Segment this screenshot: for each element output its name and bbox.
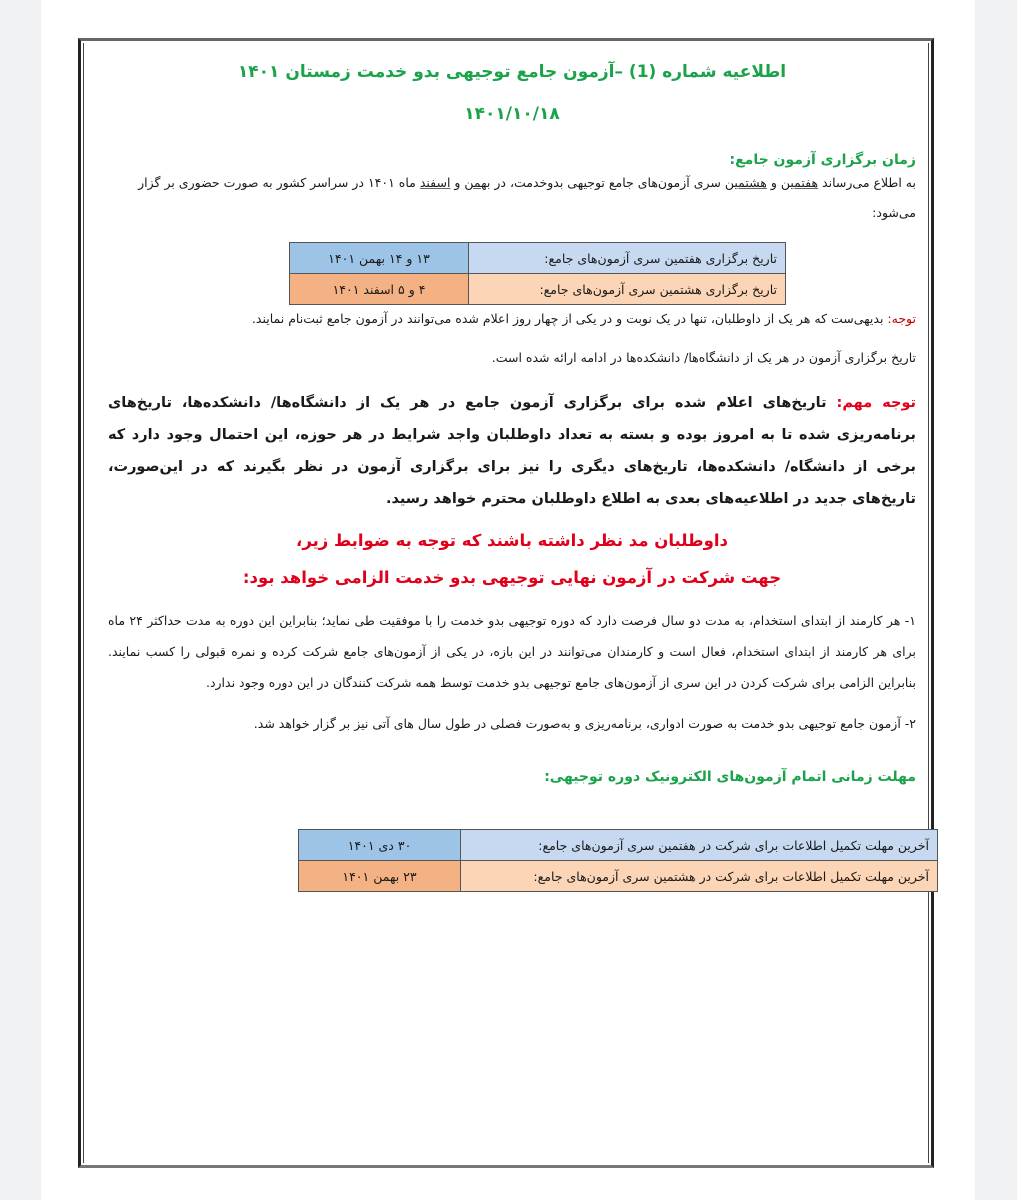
schedule-paragraph: تاریخ برگزاری آزمون در هر یک از دانشگاه‌ها/ دانشکده‌ها در ادامه ارائه شده است. (491, 350, 916, 365)
note-text: بدیهی‌ست که هر یک از داوطلبان، تنها در یک نوبت و در یکی از چهار روز اعلام شده می‌توانند در آزمون جامع ثبت‌نام نمایند. (251, 311, 888, 326)
underlined-esfand: اسفند (419, 175, 451, 190)
text-span: سری آزمون‌های جامع توجیهی بدوخدمت، در (490, 175, 725, 190)
exam-dates-table (289, 242, 786, 305)
conditions-heading-line2: جهت شرکت در آزمون نهایی توجیهی بدو خدمت الزامی خواهد بود: (242, 568, 782, 587)
rule-item-1: ۱- هر کارمند از ابتدای استخدام، به مدت دو سال فرصت دارد که دوره توجیهی بدو خدمت را با موفقیت طی نماید؛ بنابراین این دوره به مدت حداکثر ۲۴ ماه برای هر کارمند از ابتدای استخدام، فعال است و کارمندان می‌توانند در این بازه، در یکی از آزمون‌های جامع شرکت کرده و نمره قبولی را کسب نمایند. بنابراین الزامی برای شرکت کردن در این سری از آزمون‌های جامع توجیهی بدو خدمت توسط همه شرکت کنندگان در این دوره وجود ندارد. (108, 613, 916, 690)
note-label: توجه: (887, 311, 916, 326)
text-span: به اطلاع می‌رساند (818, 175, 916, 190)
underlined-seventh: هفتمین (780, 175, 819, 190)
conditions-heading-line1: داوطلبان مد نظر داشته باشند که توجه به ضوابط زیر، (296, 531, 728, 550)
important-note-paragraph (108, 387, 916, 515)
rule-item-2: ۲- آزمون جامع توجیهی بدو خدمت به صورت ادواری، برنامه‌ریزی و به‌صورت فصلی در طول سال های آتی نیز بر گزار خواهد شد. (253, 716, 916, 731)
important-text: تاریخ‌های اعلام شده برای برگزاری آزمون جامع در هر یک از دانشگاه‌ها/ دانشکده‌ها، تاریخ‌های برنامه‌ریزی شده تا به امروز بوده و بسته به تعداد داوطلبان واجد شرایط در هر حوزه، این احتمال وجود دارد که برخی از دانشگاه/ دانشکده‌ها، تاریخ‌های دیگری را نیز برای برگزاری آزمون در نظر بگیرند که در این‌صورت، تاریخ‌های جدید در اطلاعیه‌های بعدی به اطلاع داوطلبان محترم خواهد رسید. (108, 395, 916, 507)
underlined-eighth: هشتمین (724, 175, 767, 190)
exam-time-heading: زمان برگزاری آزمون جامع: (729, 152, 916, 168)
table-value-cell: ۲۳ بهمن ۱۴۰۱ (299, 861, 461, 892)
table-row (299, 861, 938, 892)
text-span: و (766, 175, 781, 190)
table-label-cell: تاریخ برگزاری هشتمین سری آزمون‌های جامع: (469, 274, 786, 305)
announcement-title: اطلاعیه شماره (1) –آزمون جامع توجیهی بدو خدمت زمستان ۱۴۰۱ (237, 62, 787, 82)
exam-time-paragraph (108, 168, 916, 228)
table-row (299, 830, 938, 861)
text-span: و (450, 175, 465, 190)
table-value-cell: ۱۳ و ۱۴ بهمن ۱۴۰۱ (290, 243, 469, 274)
table-label-cell: آخرین مهلت تکمیل اطلاعات برای شرکت در هفتمین سری آزمون‌های جامع: (461, 830, 938, 861)
text-span: ماه ۱۴۰۱ در سراسر کشور به صورت حضوری بر گزار می‌شود: (138, 175, 916, 220)
table-value-cell: ۳۰ دی ۱۴۰۱ (299, 830, 461, 861)
announcement-date: ۱۴۰۱/۱۰/۱۸ (464, 104, 560, 124)
important-label: توجه مهم: (836, 395, 917, 411)
table-label-cell: آخرین مهلت تکمیل اطلاعات برای شرکت در هشتمین سری آزمون‌های جامع: (461, 861, 938, 892)
deadline-heading: مهلت زمانی اتمام آزمون‌های الکترونیک دوره توجیهی: (544, 769, 916, 785)
note-paragraph (108, 307, 916, 331)
document-content (108, 40, 929, 892)
deadline-table (298, 829, 938, 892)
underlined-bahman: بهمن (464, 175, 491, 190)
table-label-cell: تاریخ برگزاری هفتمین سری آزمون‌های جامع: (469, 243, 786, 274)
table-row (290, 243, 786, 274)
table-row (290, 274, 786, 305)
table-value-cell: ۴ و ۵ اسفند ۱۴۰۱ (290, 274, 469, 305)
